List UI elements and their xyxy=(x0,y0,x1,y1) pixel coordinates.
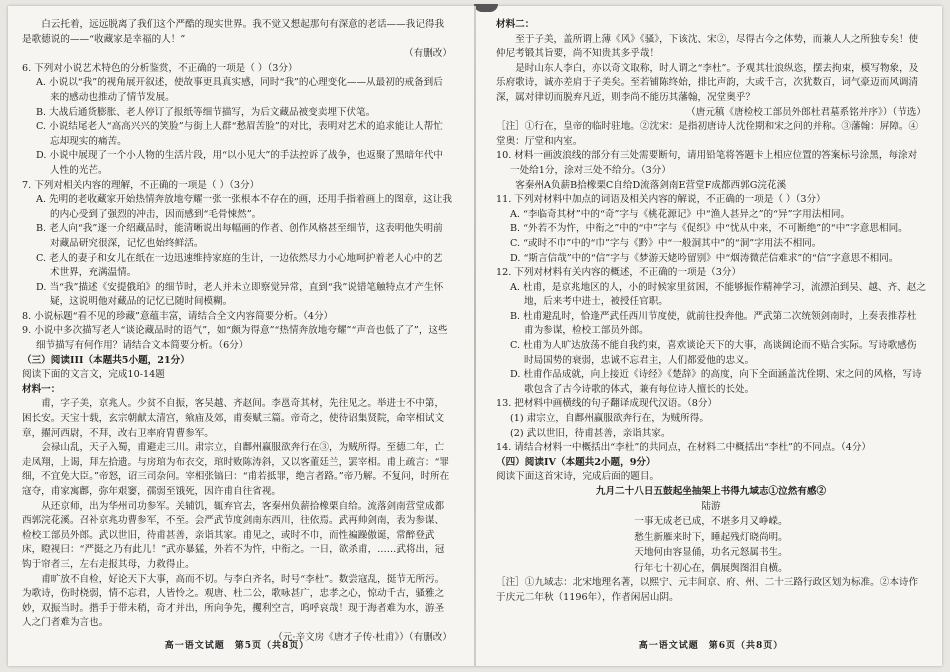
q11-option-a: A. “李临奇其材”中的“奇”字与《桃花源记》中“渔人甚异之”的“异”字用法相同。 xyxy=(510,208,851,220)
q7-option-b: B. 老人向“我”逐一介绍藏品时，能清晰说出每幅画的作者、创作风格甚至细节，这表明他失明前对藏品研究很深，记忆也始终鲜活。 xyxy=(36,223,443,249)
material-2-label: 材料二： xyxy=(496,19,535,30)
poem-line-2: 愁生新雁来时下，睡起残灯晓尚明。 xyxy=(634,531,788,543)
q6-option-d: D. 小说中展现了一个小人物的生活片段，用“以小见大”的手法控诉了战争，也返聚了黑暗年代中人性的光芒。 xyxy=(36,150,444,176)
passage-para-3: 从还京师，出为华州司功参军。关辅饥，辄弃官去，客秦州负薪拾橡栗自给。流落剑南营堂成都西郭浣花溪。召补京兆功曹参军，不至。会严武节度剑南东西川，往依焉。武再帅剑南，表为参谋、检校工部员外郎。武以世旧，待甫甚善，亲诣其家。甫见之，或时不巾，而性褊躁傲诞，常醉登武床，瞪视曰：“严挺之乃有此儿！”武亦暴猛，外若不为忤，中衔之。一日，欲杀甫，……武将出，冠钩于帘者三，左右走报其母，力救得止。 xyxy=(22,500,445,570)
passage-source: （元·辛文房《唐才子传·杜甫》）（有删改） xyxy=(273,631,452,643)
q10-sentence: 客秦州A负薪B拾橡栗C自给D流落剑南E营堂F成都西郭G浣花溪 xyxy=(515,179,787,191)
annotation-note: ［注］①行在，皇帝的临时驻地。②沈宋：是指初唐诗人沈佺期和宋之问的并称。③藩翰：屏障。④堂奥：厅堂和内室。 xyxy=(496,121,919,147)
section-3-heading: （三）阅读III（本题共5小题，21分） xyxy=(22,354,190,366)
poem-annotation: ［注］①九域志：北宋地理名著，以熙宁、元丰间京、府、州、二十三路行政区划为标准。②本诗作于庆元二年秋（1196年），作者闲居山阴。 xyxy=(496,577,919,603)
source-note: （有删改） xyxy=(404,48,452,60)
page-footer: 高一语文试题 第6页（共8页） xyxy=(638,641,784,652)
question-12: 12. 下列对材料有关内容的概述，不正确的一项是（3分） xyxy=(496,267,742,279)
q13-item-1: (1) 肃宗立，自鄜州赢服欲奔行在，为贼所得。 xyxy=(510,413,709,425)
q11-option-c: C. “或时不巾”中的“巾”字与《黔》中“一般洞其中”的“洞”字用法不相同。 xyxy=(510,237,822,249)
q11-option-b: B. “外若不为忤，中衔之”中的“中”字与《促织》中“忧从中来，不可断绝”的“中”字意思相同。 xyxy=(510,223,908,235)
question-9: 9. 小说中多次描写老人“谈论藏品时的语气”，如“颇为得意”“热情奔放地夸耀”“声音也低了了”，这些细节描写有何作用？请结合文本简要分析。（6分） xyxy=(22,325,448,352)
question-6: 6. 下列对小说艺术特色的分析鉴赏，不正确的一项是（ ）（3分） xyxy=(22,62,298,74)
question-8: 8. 小说标题“看不见的珍藏”意蕴丰富，请结合全文内容简要分析。（4分） xyxy=(22,310,334,322)
q12-option-a: A. 杜甫，是京兆地区的人，小的时候家里贫困，不能够振作精神学习，流漂泊到吴、越、齐、赵之地，后来考中进士，被授任官职。 xyxy=(510,281,926,308)
poem-line-4: 行年七十初心在，偶展舆图泪自横。 xyxy=(634,562,788,574)
question-10: 10. 材料一画波浪线的部分有三处需要断句，请用铅笔将答题卡上相应位置的答案标号涂黑，每涂对一处给1分，涂对三处不给分。（3分） xyxy=(496,150,918,176)
question-11: 11. 下列对材料中加点的词语及相关内容的解说，不正确的一项是（ ）（3分） xyxy=(496,194,826,206)
passage-para-4: 甫旷放不自检，好论天下大事，高而不切。与李白齐名，时号“李杜”。数尝寇乱，挺节无所污。为歌诗，伤时桡弱，情不忘君，人皆怜之。观唐、杜二公，歌咏甚广，忠孝之心，惊动千古，骚雅之妙，双振当时。揩手于带未稍，奇才并出，所向争先，攫利空言，呜呼哀哉！现于海者难为水，游圣人之门者难为言也。 xyxy=(22,573,445,629)
question-13: 13. 把材料中画横线的句子翻译成现代汉语。（8分） xyxy=(496,398,718,410)
q7-option-a: A. 先明的老收藏家开始热情奔放地夸耀一张一张根本不存在的画，还用手指着画上的图章，这让我的内心受到了强烈的冲击，因而感到“毛骨悚然”。 xyxy=(36,194,452,220)
page-5 xyxy=(22,18,452,654)
poem-line-3: 天地何由容显俑，功名元怒属书生。 xyxy=(634,547,788,559)
material-1-label: 材料一： xyxy=(22,383,61,395)
q13-item-2: (2) 武以世旧，待甫甚善，亲诣其家。 xyxy=(510,427,671,439)
poem-title: 九月二十八日五鼓起坐抽架上书得九域志①泣然有感② xyxy=(595,486,827,497)
binder-clip xyxy=(474,4,498,12)
story-ending: 白云托着，远远脱离了我们这个严酷的现实世界。我不觉又想起那句有深意的老话——我记得我是歌德说的——“收藏家是幸福的人！” xyxy=(22,19,445,45)
q7-option-d: D. 当“我”描述《安提俄珀》的细节时，老人并未立即察觉异常，直到“我”说错笔触特点才产生怀疑，这说明他对藏品的记忆已随时间模糊。 xyxy=(36,281,444,308)
passage-para-1: 甫，字子美，京兆人。少贫不自振，客吴越、齐赵间。李邕奇其材，先往见之。举进士不中第，困长安。天宝十载，玄宗朝献太清宫，飨庙及郊，甫奏赋三篇。帝奇之，使待诏集贤院，命宰相试文章，擢河西尉，不拜，改右卫率府胄曹参军。 xyxy=(22,398,445,439)
poem-author: 陆游 xyxy=(701,500,721,512)
material-2-source: （唐元稹《唐检校工部员外郎杜君墓系铭并序》）（节选） xyxy=(686,106,926,118)
q6-option-b: B. 大战后通货膨胀、老人停订了报纸等细节描写，为后文藏品被变卖埋下伏笔。 xyxy=(36,106,376,118)
question-7: 7. 下列对相关内容的理解，不正确的一项是（ ）（3分） xyxy=(22,179,260,191)
passage-para-2: 会禄山乱，天子入蜀，甫避走三川。肃宗立，自鄜州赢服欲奔行在③，为贼所得。至德二年，亡走凤翔，上谒，拜左拾遗。与房琯为布衣交，琯时败陈涛斜，又以客董廷兰，罢宰相。甫上疏言：“罪细，不宜免大臣。”帝怒，诏三司杂问。宰相张镐曰：“甫若抵罪，绝言者路。”帝乃解。不复问，时所在寇夺，甫家寓鄜，弥年艰窭，孺弱至饿死，因许甫自往省视。 xyxy=(22,442,450,497)
section-4-instruction: 阅读下面这首宋诗，完成后面的题目。 xyxy=(496,471,660,483)
section-3-instruction: 阅读下面的文言文，完成10-14题 xyxy=(22,369,165,381)
page-footer: 高一语文试题 第5页（共8页） xyxy=(164,641,310,652)
question-14: 14. 请结合材料一中概括出“李杜”的共同点，在材料二中概括出“李杜”的不同点。（4分） xyxy=(496,442,872,454)
q6-option-a: A. 小说以“我”的视角展开叙述，使故事更具真实感，同时“我”的心理变化——从最初的戒备到后来的感动也推动了情节发展。 xyxy=(36,77,443,103)
q12-option-b: B. 杜甫避乱时，恰逢严武任西川节度使，就前往投奔他。严武第二次统领剑南时，上奏表推荐杜甫为参谋，检校工部员外郎。 xyxy=(510,310,917,337)
section-4-heading: （四）阅读IV（本题共2小题，9分） xyxy=(496,456,656,468)
q7-option-c: C. 老人的妻子和女儿在纸在一边迅速维持家庭的生计，一边依然尽力小心地呵护着老人心中的艺术世界，充满温情。 xyxy=(36,252,443,279)
q12-option-c: C. 杜甫为人旷达放荡不能自我约束，喜欢谈论天下的大事，高谈阔论而不贴合实际。写诗歌感伤时局国势的衰弱，忠诚不忘君主，人们都爱他的忠义。 xyxy=(510,340,917,366)
q6-option-c: C. 小说结尾老人“高高兴兴的笑脸”与街上人群“愁眉苦脸”的对比，表明对艺术的追求能让人帮忙忘却现实的痛苦。 xyxy=(36,121,443,147)
page-gutter xyxy=(474,6,476,666)
material-2-para-2: 是时山东人李白，亦以奇文取称，时人谓之“李杜”。予观其壮浪纵恣，摆去拘束，模写物象，及乐府歌诗，诚亦差肩于子美矣。至若铺陈终始，排比声韵，大或千言，次犹数百，词气豪迈而风调清深，属对律切而脱弃凡近，则李尚不能历其藩翰，况堂奥乎？ xyxy=(496,62,919,103)
page-6 xyxy=(496,18,926,654)
exam-sheet xyxy=(8,6,942,666)
poem-line-1: 一事无成老已成，不堪多月又峥嵘。 xyxy=(634,516,788,528)
q11-option-d: D. “斯言信哉”中的“信”字与《梦游天姥吟留别》中“烟涛微茫信难求”的“信”字意思不相同。 xyxy=(510,252,899,264)
q12-option-d: D. 杜甫作品成就，向上接近《诗经》《楚辞》的高度，向下全面涵盖沈佺期、宋之问的风格，写诗歌包含了古今诗歌的体式，兼有每位诗人擅长的长处。 xyxy=(510,369,922,395)
material-2-para-1: 至于子美，盖所谓上薄《风》《骚》，下该沈、宋②，尽得古今之体势，而兼人人之所独专矣！使仲尼考锻其旨要，尚不知贵其多乎哉！ xyxy=(496,33,919,60)
